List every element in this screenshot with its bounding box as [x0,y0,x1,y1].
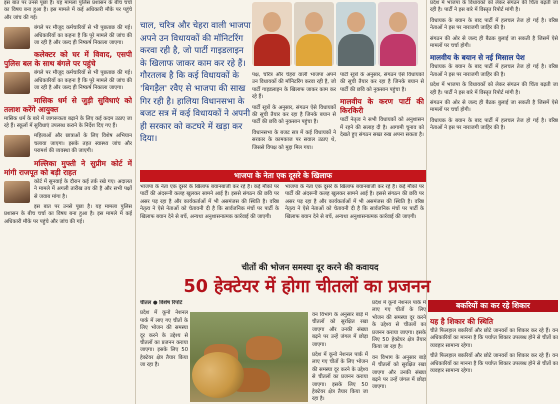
portrait-photo [378,2,418,66]
left-headline: कलेक्टर को घर में विवाद, एसपी पुलिस बल के साथ बंगले पर पहुंचे [4,50,132,69]
side-story-paragraph: चीते फिलहाल बकरियों और छोटे जानवरों का शिकार कर रहे हैं। वन अधिकारियों का मानना है कि पर्याप्त शिकार उपलब्ध होने से चीतों का व्यवहार सामान्य रहेगा। [430,328,558,349]
portrait-photo [294,2,334,66]
right-paragraph: विधायक के बयान के बाद पार्टी में हलचल तेज हो गई है। वरिष्ठ नेताओं ने इस पर नाराजगी जाहिर की है। [430,64,558,78]
left-column [4,0,132,404]
cheetah-story-mid [312,312,368,404]
right-column [430,0,558,296]
story-paragraph: प्रदेश में कूनो नेशनल पार्क में लाए गए चीतों के लिए भोजन की समस्या दूर करने के उद्देश्य से चीतलों का प्रजनन कराया जाएगा। इसके लिए 50 हेक्टेयर क्षेत्र तैयार किया जा रहा है। [312,352,368,403]
middle-paragraph: पार्टी सूत्रों के अनुसार, संगठन ऐसे विधायकों की सूची तैयार कर रहा है जिनके बयान से पार्टी की छवि को नुकसान पहुंचा है। [252,104,336,126]
side-story-subhead: यह है शिकार की स्थिति [430,317,494,326]
left-paragraph: इस बात पर उनसे पूछा है। यह मामला पुलिस प्रशासन के बीच चर्चा का विषय बना हुआ है। इस मामले में कई अधिकारी मौके पर पहुंचे और जांच की गई। [4,0,132,21]
story-kicker: चीतों की भोजन समस्या दूर करने की कवायद [241,262,379,272]
middle-paragraph: पक्ष, चरित्र और चेहरा वाली भाजपा अपने उन विधायकों की मॉनिटरिंग करवा रही है, जो पार्टी गाइडलाइन के खिलाफ जाकर काम कर रहे हैं। [252,72,336,101]
middle-paragraph: विधानसभा के बजट सत्र में कई विधायकों ने सरकार के कामकाज पर सवाल उठाए थे, जिससे विपक्ष को मुद्दा मिल गया। [252,129,336,151]
middle-column [252,72,336,168]
story-headline: 50 हेक्टेयर में होगा चीतलों का प्रजनन [183,277,431,297]
pull-quote: चाल, चरित्र और चेहरा वाली भाजपा अपने उन विधायकों की मॉनिटरिंग करवा रही है, जो पार्टी गाइडलाइन के खिलाफ जाकर काम कर रहे हैं। गौरतलब है कि कई विधायकों के 'बिगड़ैल' रवैए से भाजपा की साख गिर रही है। हालिया विधानसभा के बजट सत्र में कई विधायकों ने अपनी ही सरकार को कटघरे में खड़ा कर दिया। [140,21,251,145]
thumbnail-photo [4,72,30,94]
left-paragraph: इस बात पर उनसे पूछा है। यह मामला पुलिस प्रशासन के बीच चर्चा का विषय बना हुआ है। इस मामले में कई अधिकारी मौके पर पहुंचे और जांच की गई। [4,203,132,225]
column-divider [426,0,427,404]
left-paragraph: महिलाओं और छात्राओं के लिए विशेष अभियान चलाया जाएगा। इसके तहत स्वास्थ्य जांच और परामर्श की व्यवस्था की जाएगी। [34,133,132,155]
banner-paragraph: भाजपा के नेता एक दूसरे के खिलाफ बयानबाजी कर रहे हैं। कई मौकों पर पार्टी की अंदरूनी कलह खुलकर सामने आई है। इससे संगठन की छवि पर असर पड़ रहा है और कार्यकर्ताओं में भी असमंजस की स्थिति है। वरिष्ठ नेतृत्व ने ऐसे नेताओं को चेतावनी दी है कि सार्वजनिक मंचों पर पार्टी के खिलाफ बयान देने से बचें, अन्यथा अनुशासनात्मक कार्रवाई की जाएगी। [285,184,424,220]
right-paragraph: संगठन की ओर से जल्द ही बैठक बुलाई जा सकती है जिसमें ऐसे मामलों पर चर्चा होगी। [430,100,558,114]
portrait-strip [252,0,418,70]
left-paragraph: कोर्ट में सुनवाई के दौरान कई तर्क रखे गए। अदालत ने मामले में अगली तारीख तय की है और सभी पक्षों से जवाब मांगा है। [34,178,132,200]
side-story [430,314,558,404]
left-headline: मल्लिका मुफ्ती ने सुप्रीम कोर्ट में मांगी राजपूत को बड़ी राहत [4,158,132,177]
side-story-headline: बकरियों का कर रहे शिकार [428,300,558,312]
right-paragraph: प्रदेश में भाजपा के विधायकों को लेकर संगठन की चिंता बढ़ती जा रही है। पार्टी ने इस बारे में विस्तृत रिपोर्ट मांगी है। [430,0,558,14]
banner-story-text [140,184,424,258]
left-headline: मासिक धर्म से जुड़ी सुविधाएं को तलाश करेंगे आयुक्त [4,95,132,114]
right-paragraph: संगठन की ओर से जल्द ही बैठक बुलाई जा सकती है जिसमें ऐसे मामलों पर चर्चा होगी। [430,35,558,50]
story-paragraph: प्रदेश में कूनो नेशनल पार्क में लाए गए चीतों के लिए भोजन की समस्या दूर करने के उद्देश्य से चीतलों का प्रजनन कराया जाएगा। इसके लिए 50 हेक्टेयर क्षेत्र तैयार किया जा रहा है। [140,310,188,369]
story-paragraph: वन विभाग के अनुसार बाड़े में चीतलों को सुरक्षित रखा जाएगा और उनकी संख्या बढ़ने पर उन्हें जंगल में छोड़ा जाएगा। [372,354,426,391]
middle-headline: मालवीय के करण पार्टी की किरकिरी [340,97,424,116]
left-paragraph: बंगले पर मौजूद कर्मचारियों से भी पूछताछ की गई। अधिकारियों का कहना है कि पूरे मामले की जांच की जा रही है और जल्द ही निष्कर्ष निकाला जाएगा। [34,70,132,92]
middle-paragraph: पार्टी सूत्रों के अनुसार, संगठन ऐसे विधायकों की सूची तैयार कर रहा है जिनके बयान से पार्टी की छवि को नुकसान पहुंचा है। [340,72,424,93]
portrait-photo [252,2,292,66]
story-paragraph: प्रदेश में कूनो नेशनल पार्क में लाए गए चीतों के लिए भोजन की समस्या दूर करने के उद्देश्य से चीतलों का प्रजनन कराया जाएगा। इसके लिए 50 हेक्टेयर क्षेत्र तैयार किया जा रहा है। [372,300,426,351]
story-paragraph: वन विभाग के अनुसार बाड़े में चीतलों को सुरक्षित रखा जाएगा और उनकी संख्या बढ़ने पर उन्हें जंगल में छोड़ा जाएगा। [312,312,368,348]
side-story-paragraph: चीते फिलहाल बकरियों और छोटे जानवरों का शिकार कर रहे हैं। वन अधिकारियों का मानना है कि पर्याप्त शिकार उपलब्ध होने से चीतों का व्यवहार सामान्य रहेगा। [430,353,558,375]
thumbnail-photo [4,135,30,157]
cheetah-story-left [140,300,188,404]
right-headline: मालवीय के बयान से नई मिसाल पेश [430,53,525,63]
story-caption: चीतल ● विशेष रिपोर्ट [140,300,183,306]
left-paragraph: बंगले पर मौजूद कर्मचारियों से भी पूछताछ की गई। अधिकारियों का कहना है कि पूरे मामले की जांच की जा रही है और जल्द ही निष्कर्ष निकाला जाएगा। [34,25,132,47]
thumbnail-photo [4,181,30,203]
middle-column-2 [340,72,424,168]
cheetah-photo [192,352,244,398]
right-paragraph: प्रदेश में भाजपा के विधायकों को लेकर संगठन की चिंता बढ़ती जा रही है। पार्टी ने इस बारे में विस्तृत रिपोर्ट मांगी है। [430,82,558,96]
right-paragraph: विधायक के बयान के बाद पार्टी में हलचल तेज हो गई है। वरिष्ठ नेताओं ने इस पर नाराजगी जाहिर की है। [430,17,558,32]
banner-paragraph: भाजपा के नेता एक दूसरे के खिलाफ बयानबाजी कर रहे हैं। कई मौकों पर पार्टी की अंदरूनी कलह खुलकर सामने आई है। इससे संगठन की छवि पर असर पड़ रहा है और कार्यकर्ताओं में भी असमंजस की स्थिति है। वरिष्ठ नेतृत्व ने ऐसे नेताओं को चेतावनी दी है कि सार्वजनिक मंचों पर पार्टी के खिलाफ बयान देने से बचें, अन्यथा अनुशासनात्मक कार्रवाई की जाएगी। [140,184,279,220]
column-divider [135,0,136,404]
right-paragraph: विधायक के बयान के बाद पार्टी में हलचल तेज हो गई है। वरिष्ठ नेताओं ने इस पर नाराजगी जाहिर की है। [430,117,558,132]
cheetah-story-right [372,300,426,404]
middle-paragraph: पार्टी नेतृत्व ने सभी विधायकों को अनुशासन में रहने की सलाह दी है। आगामी चुनाव को देखते हुए संगठन सख्त रुख अपना सकता है। [340,117,424,139]
portrait-photo [336,2,376,66]
thumbnail-photo [4,27,30,49]
left-paragraph: मासिक धर्म के बारे में जागरूकता बढ़ाने के लिए कई कदम उठाए जा रहे हैं। स्कूलों में सुविधाएं उपलब्ध कराने के निर्देश दिए गए हैं। [4,115,132,130]
section-banner: भाजपा के नेता एक दूसरे के खिलाफ [140,170,426,182]
